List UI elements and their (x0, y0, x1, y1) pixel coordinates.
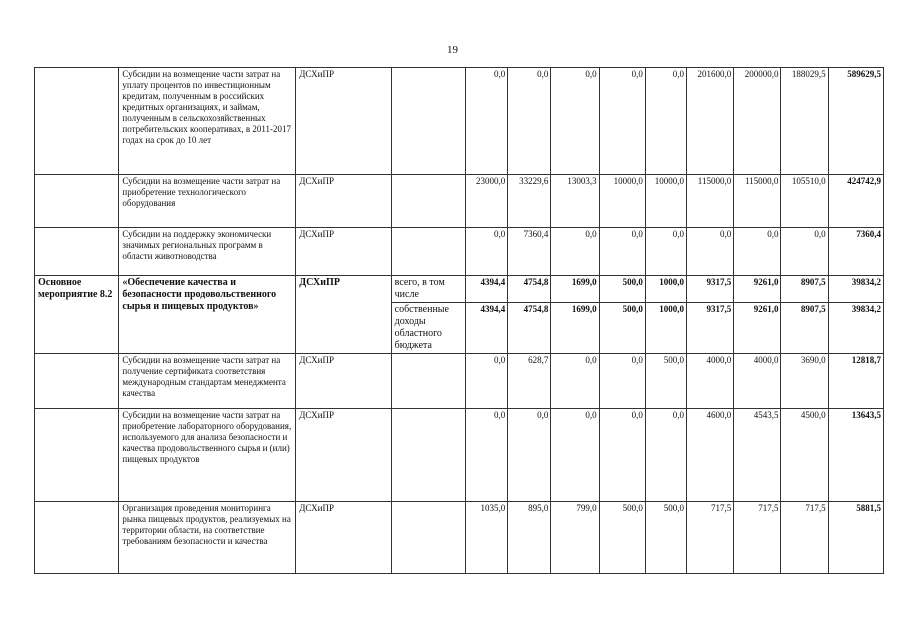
table-row (35, 175, 884, 228)
cell-value: 8907,5 (781, 276, 828, 303)
cell-event (35, 68, 119, 175)
cell-value: 4000,0 (687, 354, 734, 409)
cell-value: 9317,5 (687, 303, 734, 354)
cell-value: 1000,0 (645, 303, 686, 354)
cell-executor: ДСХиПР (296, 68, 391, 175)
cell-name: Субсидии на поддержку экономически значимых региональных программ в области животноводства (119, 228, 296, 276)
cell-value: 200000,0 (734, 68, 781, 175)
cell-total: 589629,5 (828, 68, 883, 175)
cell-value: 4394,4 (466, 276, 508, 303)
cell-total: 39834,2 (828, 303, 883, 354)
cell-source (391, 409, 465, 502)
cell-value: 1699,0 (551, 303, 599, 354)
cell-name: Субсидии на возмещение части затрат на приобретение лабораторного оборудования, используемого для анализа безопасности и качества продовольственного сырья и (или) пищевых продуктов (119, 409, 296, 502)
cell-value: 9317,5 (687, 276, 734, 303)
cell-value: 115000,0 (734, 175, 781, 228)
cell-total: 424742,9 (828, 175, 883, 228)
page-number: 19 (447, 44, 458, 56)
cell-value: 115000,0 (687, 175, 734, 228)
cell-executor-main: ДСХиПР (296, 276, 391, 354)
table-row (35, 276, 884, 303)
cell-value: 717,5 (734, 502, 781, 574)
cell-value: 0,0 (599, 68, 645, 175)
cell-event (35, 354, 119, 409)
cell-value: 7360,4 (508, 228, 551, 276)
cell-value: 0,0 (599, 354, 645, 409)
cell-value: 0,0 (599, 409, 645, 502)
cell-name: Субсидии на возмещение части затрат на получение сертификата соответствия международным стандартам менеджмента качества (119, 354, 296, 409)
cell-value: 9261,0 (734, 303, 781, 354)
cell-value: 500,0 (599, 502, 645, 574)
cell-value: 500,0 (645, 502, 686, 574)
table-row (35, 354, 884, 409)
cell-name: Организация проведения мониторинга рынка пищевых продуктов, реализуемых на территории области, на соответствие требованиям безопасности и качества (119, 502, 296, 574)
table-row (35, 409, 884, 502)
cell-value: 628,7 (508, 354, 551, 409)
cell-value: 0,0 (645, 68, 686, 175)
program-table (34, 67, 884, 574)
cell-value: 0,0 (551, 354, 599, 409)
cell-total: 5881,5 (828, 502, 883, 574)
cell-event (35, 228, 119, 276)
cell-value: 33229,6 (508, 175, 551, 228)
cell-value: 0,0 (687, 228, 734, 276)
cell-value: 9261,0 (734, 276, 781, 303)
cell-value: 500,0 (599, 276, 645, 303)
cell-value: 0,0 (466, 68, 508, 175)
cell-name: Субсидии на возмещение части затрат на уплату процентов по инвестиционным кредитам, полученным в российских кредитных организациях, и займам, полученным в сельскохозяйственных потребительских кооперативах, в 2011-2017 годах на срок до 10 лет (119, 68, 296, 175)
cell-event (35, 502, 119, 574)
cell-value: 0,0 (508, 409, 551, 502)
cell-value: 105510,0 (781, 175, 828, 228)
cell-value: 1000,0 (645, 276, 686, 303)
cell-value: 188029,5 (781, 68, 828, 175)
cell-value: 1699,0 (551, 276, 599, 303)
cell-value: 0,0 (551, 228, 599, 276)
cell-value: 4754,8 (508, 276, 551, 303)
cell-total: 7360,4 (828, 228, 883, 276)
cell-name: Субсидии на возмещение части затрат на приобретение технологического оборудования (119, 175, 296, 228)
cell-value: 10000,0 (599, 175, 645, 228)
cell-event-main: Основное мероприятие 8.2 (35, 276, 119, 354)
cell-source: всего, в том числе (391, 276, 465, 303)
table-row (35, 228, 884, 276)
cell-event (35, 175, 119, 228)
cell-total: 13643,5 (828, 409, 883, 502)
cell-value: 500,0 (645, 354, 686, 409)
cell-source (391, 502, 465, 574)
cell-value: 8907,5 (781, 303, 828, 354)
cell-value: 0,0 (508, 68, 551, 175)
cell-value: 4543,5 (734, 409, 781, 502)
cell-value: 4500,0 (781, 409, 828, 502)
cell-value: 4754,8 (508, 303, 551, 354)
cell-value: 0,0 (599, 228, 645, 276)
cell-value: 717,5 (781, 502, 828, 574)
cell-executor: ДСХиПР (296, 175, 391, 228)
cell-value: 4394,4 (466, 303, 508, 354)
table-row (35, 502, 884, 574)
cell-value: 13003,3 (551, 175, 599, 228)
cell-source (391, 175, 465, 228)
cell-value: 0,0 (734, 228, 781, 276)
cell-value: 0,0 (466, 354, 508, 409)
table-row (35, 68, 884, 175)
cell-executor: ДСХиПР (296, 228, 391, 276)
cell-source: собственные доходы областного бюджета (391, 303, 465, 354)
cell-executor: ДСХиПР (296, 354, 391, 409)
cell-value: 4000,0 (734, 354, 781, 409)
cell-source (391, 354, 465, 409)
cell-value: 0,0 (466, 409, 508, 502)
cell-value: 10000,0 (645, 175, 686, 228)
cell-value: 4600,0 (687, 409, 734, 502)
cell-source (391, 228, 465, 276)
cell-total: 39834,2 (828, 276, 883, 303)
cell-value: 799,0 (551, 502, 599, 574)
cell-executor: ДСХиПР (296, 409, 391, 502)
cell-total: 12818,7 (828, 354, 883, 409)
cell-name-main: «Обеспечение качества и безопасности продовольственного сырья и пищевых продуктов» (119, 276, 296, 354)
cell-value: 0,0 (781, 228, 828, 276)
cell-value: 895,0 (508, 502, 551, 574)
cell-value: 1035,0 (466, 502, 508, 574)
cell-value: 0,0 (551, 409, 599, 502)
cell-source (391, 68, 465, 175)
cell-value: 0,0 (466, 228, 508, 276)
cell-value: 3690,0 (781, 354, 828, 409)
cell-value: 0,0 (645, 228, 686, 276)
cell-value: 201600,0 (687, 68, 734, 175)
cell-value: 500,0 (599, 303, 645, 354)
cell-value: 717,5 (687, 502, 734, 574)
cell-executor: ДСХиПР (296, 502, 391, 574)
cell-value: 0,0 (645, 409, 686, 502)
cell-value: 0,0 (551, 68, 599, 175)
cell-value: 23000,0 (466, 175, 508, 228)
cell-event (35, 409, 119, 502)
